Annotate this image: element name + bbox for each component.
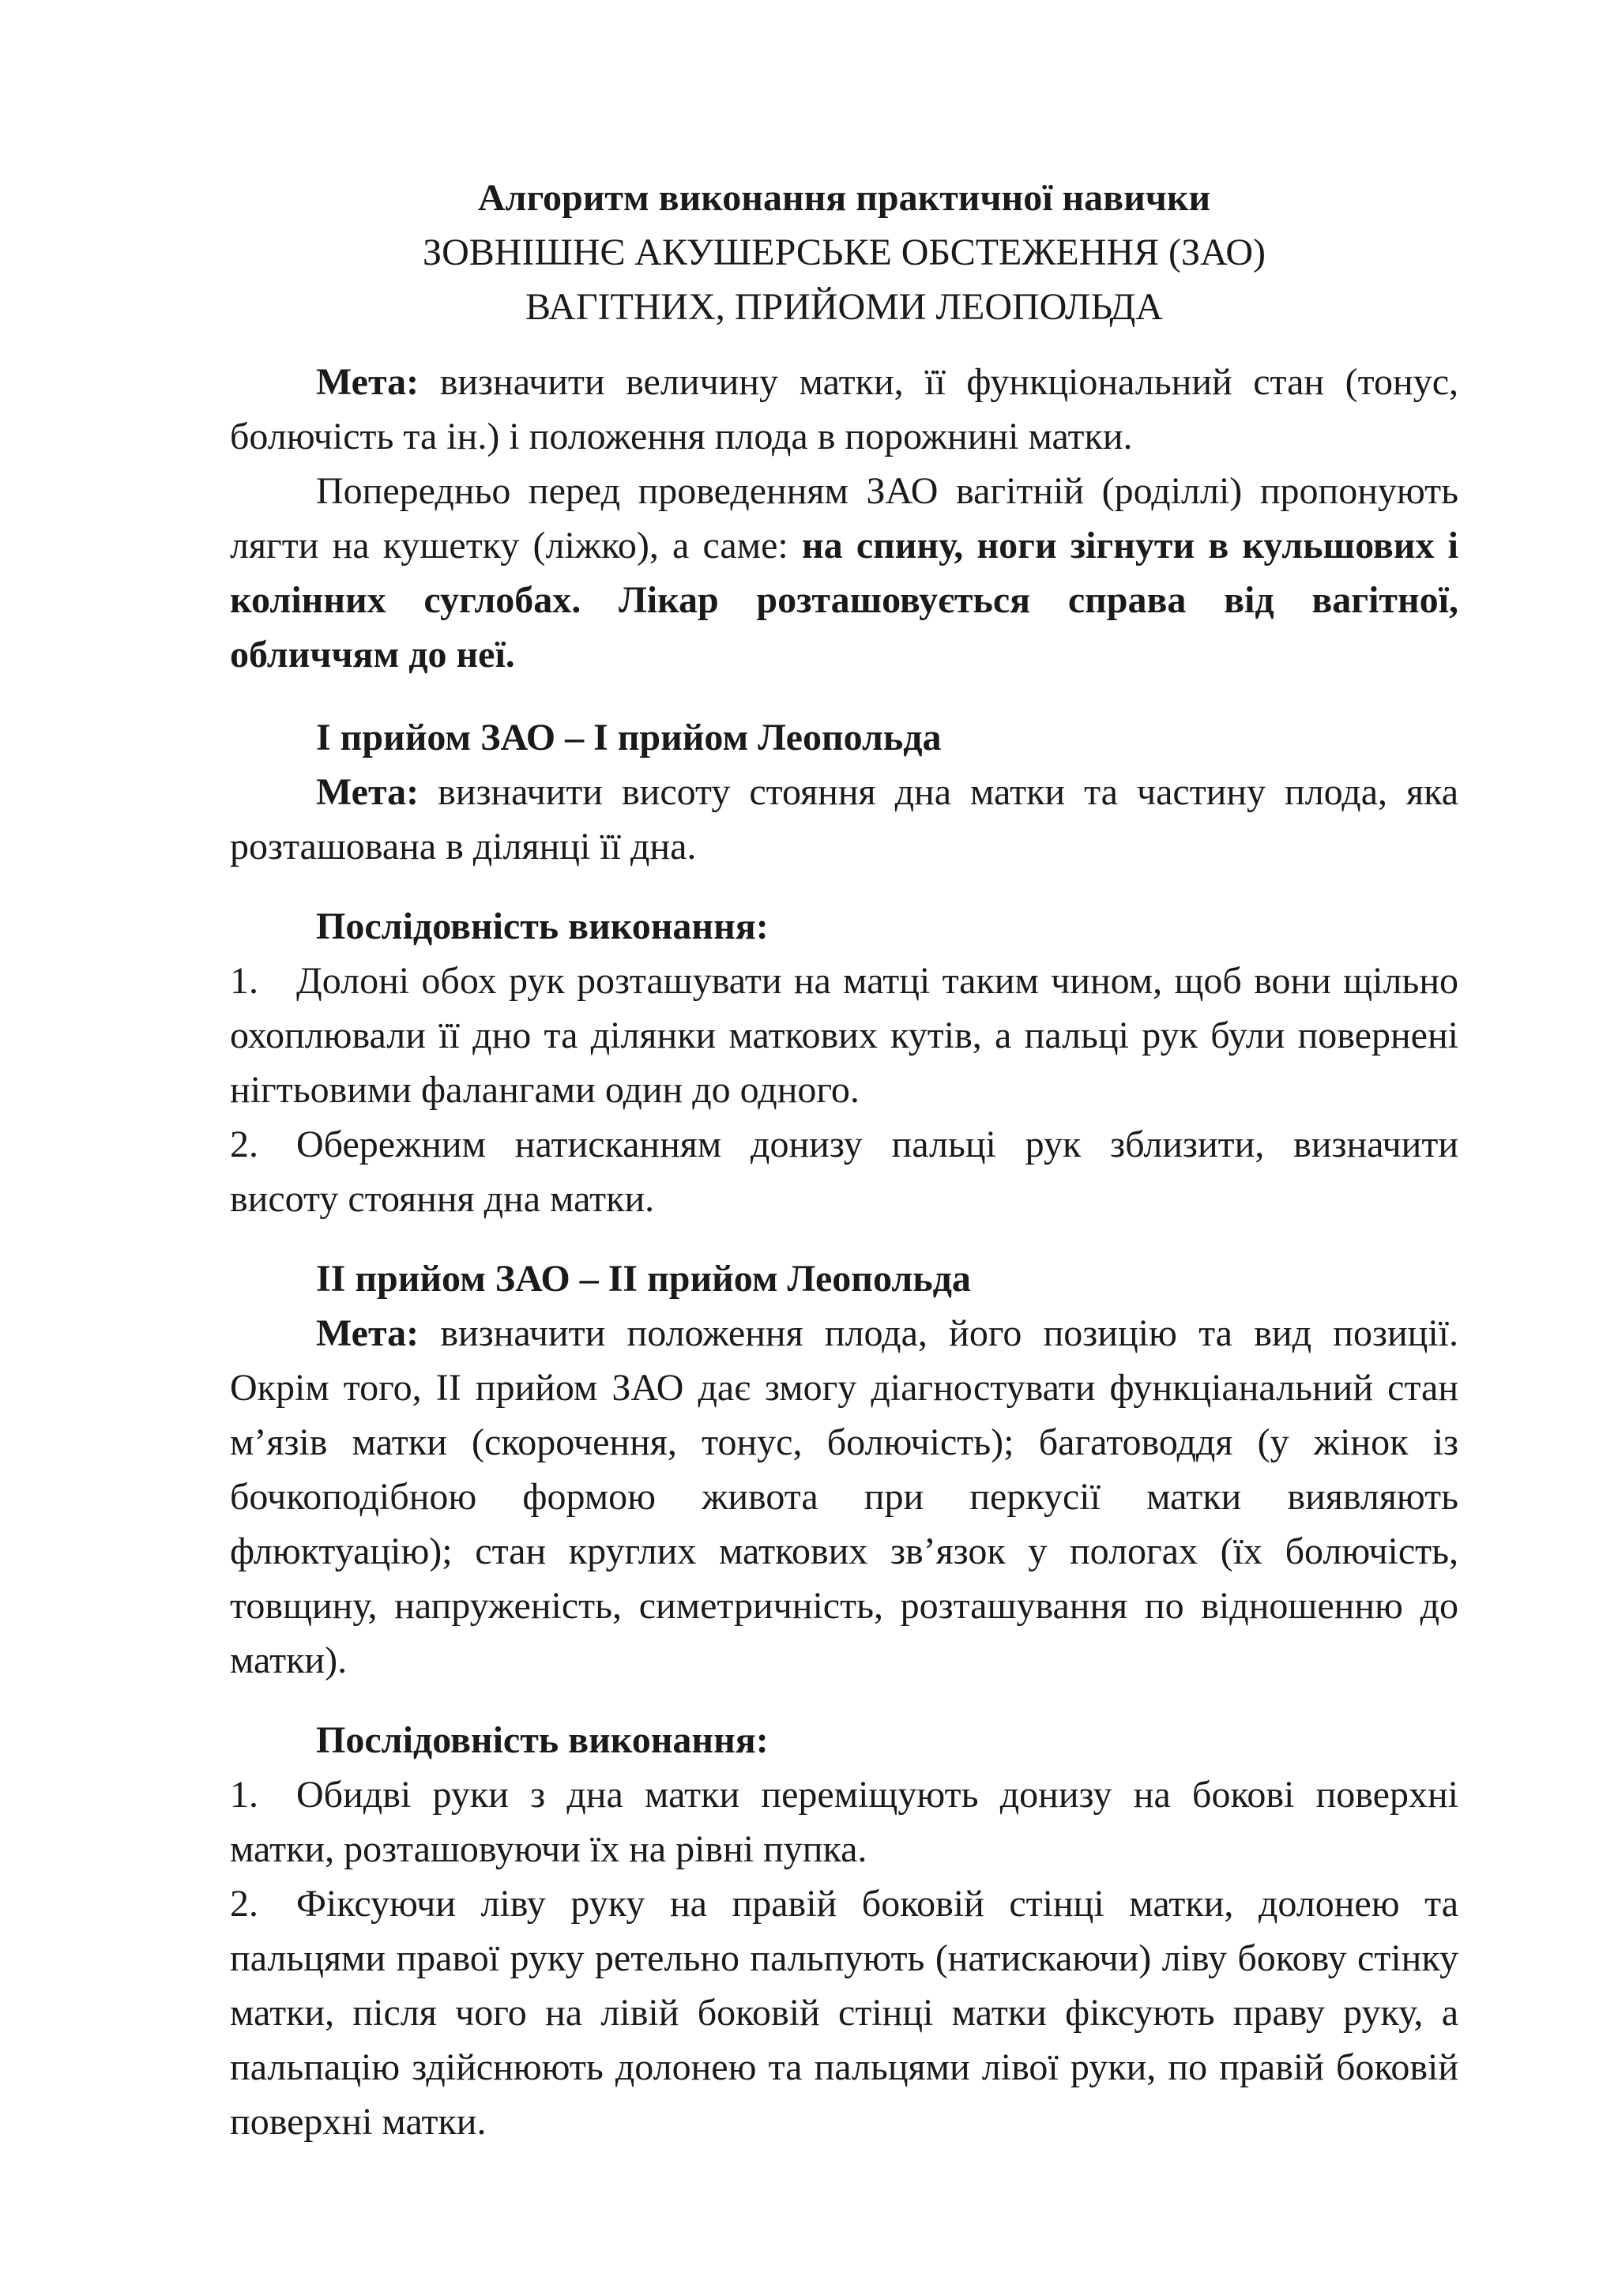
intro-preparation-paragraph xyxy=(230,464,1458,682)
section-2-step xyxy=(230,1767,1458,1876)
step-text: Фіксуючи ліву руку на правій боковій стінці матки, долонею та пальцями правої руку ретельно пальпують (натискаючи) ліву бокову стінку матки, після чого на лівій боковій стінці матки фіксують праву руку, а пальпацію здійснюють долонею та пальцями лівої руки, по правій боковій поверхні матки. xyxy=(230,1883,1458,2143)
step-number: 2. xyxy=(230,1124,258,1165)
goal-text: визначити положення плода, його позицію та вид позиції. Окрім того, ІІ прийом ЗАО дає змогу діагностувати функціанальний стан м’язів матки (скорочення, тонус, болючість); багатоводдя (у жінок із бочкоподібною формою живота при перкусії матки виявляють флюктуацію); стан круглих маткових зв’язок у пологах (їх болючість, товщину, напруженість, симетричність, розташування по відношенню до матки). xyxy=(230,1312,1458,1681)
title-line-2: ЗОВНІШНЄ АКУШЕРСЬКЕ ОБСТЕЖЕННЯ (ЗАО) xyxy=(423,231,1266,273)
section-2-goal-paragraph xyxy=(230,1306,1458,1688)
step-number: 1. xyxy=(230,1774,258,1816)
section-1-goal-paragraph xyxy=(230,765,1458,874)
step-text: Обидві руки з дна матки переміщують донизу на бокові поверхні матки, розташовуючи їх на рівні пупка. xyxy=(230,1774,1458,1870)
document-title xyxy=(230,171,1458,334)
step-text: Обережним натисканням донизу пальці рук зблизити, визначити висоту стояння дна матки. xyxy=(230,1124,1458,1220)
goal-label: Мета: xyxy=(316,1312,420,1354)
step-number: 1. xyxy=(230,960,258,1002)
goal-text: визначити висоту стояння дна матки та частину плода, яка розташована в ділянці її дна. xyxy=(230,771,1458,868)
section-1-heading: І прийом ЗАО – І прийом Леопольда xyxy=(316,717,942,758)
section-2-step xyxy=(230,1876,1458,2149)
preparation-bold-text: на спину, ноги зігнути в кульшових і колінних суглобах. Лікар розташовується справа від вагітної, обличчям до неї. xyxy=(230,525,1458,676)
page-content xyxy=(230,171,1458,2149)
intro-goal-paragraph xyxy=(230,355,1458,464)
goal-text: визначити величину матки, її функціональний стан (тонус, болючість та ін.) і положення плода в порожнині матки. xyxy=(230,361,1458,457)
section-2-heading: ІІ прийом ЗАО – ІІ прийом Леопольда xyxy=(316,1258,971,1300)
title-line-3: ВАГІТНИХ, ПРИЙОМИ ЛЕОПОЛЬДА xyxy=(525,286,1163,328)
goal-label: Мета: xyxy=(316,771,420,813)
section-1-sequence-heading: Послідовність виконання: xyxy=(316,905,769,947)
section-2-sequence-heading: Послідовність виконання: xyxy=(316,1719,769,1761)
goal-label: Мета: xyxy=(316,361,420,403)
title-line-1: Алгоритм виконання практичної навички xyxy=(477,177,1211,219)
preparation-text: Попередньо перед проведенням ЗАО вагітній (роділлі) пропонують лягти на кушетку (ліжко), а саме: xyxy=(230,470,1458,566)
step-number: 2. xyxy=(230,1883,258,1925)
step-text: Долоні обох рук розташувати на матці таким чином, щоб вони щільно охоплювали її дно та ділянки маткових кутів, а пальці рук були повернені нігтьовими фалангами один до одного. xyxy=(230,960,1458,1111)
section-1-step xyxy=(230,1117,1458,1226)
section-1-step xyxy=(230,954,1458,1117)
